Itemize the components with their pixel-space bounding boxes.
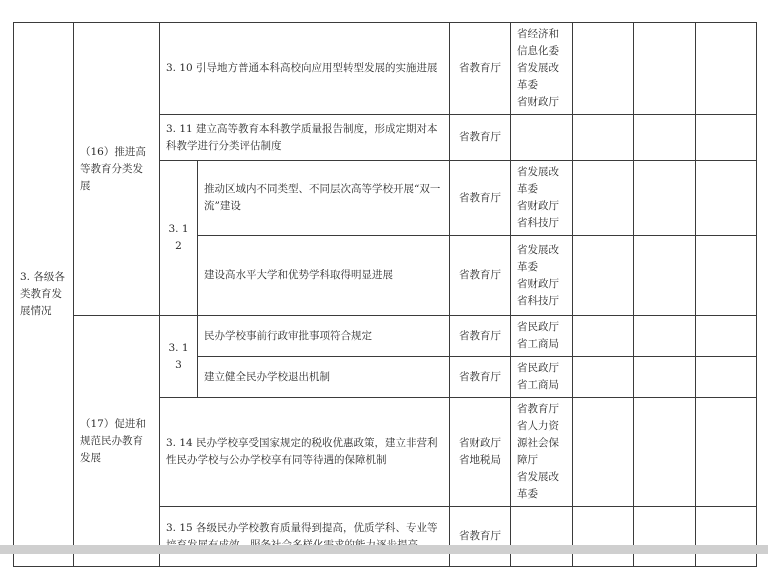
empty-cell (634, 236, 696, 316)
dept-line: 省人力资源社会保障厅 (517, 420, 559, 466)
empty-cell (573, 236, 634, 316)
lead-dept: 省教育厅 (450, 507, 511, 567)
lead-dept (450, 398, 511, 507)
empty-cell (634, 115, 696, 161)
empty-cell (696, 398, 757, 507)
item-text: 3. 15 各级民办学校教育质量得到提高，优质学科、专业等 (160, 507, 450, 567)
supervision-table (13, 22, 757, 567)
dept-line: 省经济和信息化委 (517, 28, 559, 57)
dept-line: 省财政厅 (459, 437, 501, 449)
page-bottom-edge (0, 545, 768, 554)
item-text: 民办学校事前行政审批事项符合规定 (198, 316, 450, 357)
dept-line: 省地税局 (459, 454, 501, 466)
item-text: 推动区域内不同类型、不同层次高等学校开展“双一流”建设 (198, 161, 450, 236)
lead-dept: 省教育厅 (450, 236, 511, 316)
lead-dept: 省教育厅 (450, 23, 511, 115)
dept-line: 省发展改革委 (517, 243, 559, 273)
dept-line: 省发展改革委 (517, 471, 559, 500)
item-text: 建设高水平大学和优势学科取得明显进展 (198, 236, 450, 316)
category-cell: 3. 各级各类教育发展情况 (14, 23, 74, 567)
item-text: 3. 14 民办学校享受国家规定的税收优惠政策，建立非营利性民办学校与公办学校享有同等待遇的保障机制 (160, 398, 450, 507)
empty-cell (696, 507, 757, 567)
dept-line: 省发展改革委 (517, 62, 559, 91)
dept-line: 省财政厅 (517, 96, 559, 108)
item-number: 3. 12 (160, 161, 198, 316)
cooperating-depts (511, 316, 573, 357)
dept-line: 省科技厅 (517, 217, 559, 229)
cooperating-depts (511, 161, 573, 236)
empty-cell (573, 507, 634, 567)
lead-dept: 省教育厅 (450, 161, 511, 236)
empty-cell (573, 23, 634, 115)
subcategory-cell: （17）促进和规范民办教育发展 (74, 316, 160, 567)
empty-cell (634, 398, 696, 507)
empty-cell (573, 398, 634, 507)
empty-cell (573, 357, 634, 398)
empty-cell (511, 115, 573, 161)
empty-cell (511, 507, 573, 567)
empty-cell (696, 161, 757, 236)
item-text: 建立健全民办学校退出机制 (198, 357, 450, 398)
subcategory-cell: （16）推进高等教育分类发展 (74, 23, 160, 316)
empty-cell (696, 23, 757, 115)
empty-cell (696, 357, 757, 398)
lead-dept: 省教育厅 (450, 316, 511, 357)
empty-cell (696, 115, 757, 161)
item-number: 3. 13 (160, 316, 198, 398)
cooperating-depts (511, 23, 573, 115)
empty-cell (573, 161, 634, 236)
dept-line: 省财政厅 (517, 200, 559, 212)
lead-dept: 省教育厅 (450, 115, 511, 161)
cooperating-depts (511, 357, 573, 398)
dept-line: 省教育厅 (517, 403, 559, 415)
empty-cell (573, 115, 634, 161)
table-row (14, 23, 757, 115)
dept-line: 省民政厅 (517, 362, 559, 374)
dept-line: 省财政厅 (517, 277, 559, 290)
table-row (14, 316, 757, 357)
dept-line: 省工商局 (517, 379, 559, 391)
empty-cell (634, 357, 696, 398)
dept-line: 省科技厅 (517, 294, 559, 307)
item-text: 3. 10 引导地方普通本科高校向应用型转型发展的实施进展 (160, 23, 450, 115)
empty-cell (634, 23, 696, 115)
dept-line: 省工商局 (517, 338, 559, 350)
cooperating-depts (511, 398, 573, 507)
dept-line: 省发展改革委 (517, 166, 559, 195)
cooperating-depts (511, 236, 573, 316)
item-text: 3. 11 建立高等教育本科教学质量报告制度，形成定期对本科教学进行分类评估制度 (160, 115, 450, 161)
empty-cell (573, 316, 634, 357)
empty-cell (696, 236, 757, 316)
empty-cell (634, 316, 696, 357)
lead-dept: 省教育厅 (450, 357, 511, 398)
empty-cell (634, 507, 696, 567)
dept-line: 省民政厅 (517, 321, 559, 333)
empty-cell (696, 316, 757, 357)
empty-cell (634, 161, 696, 236)
